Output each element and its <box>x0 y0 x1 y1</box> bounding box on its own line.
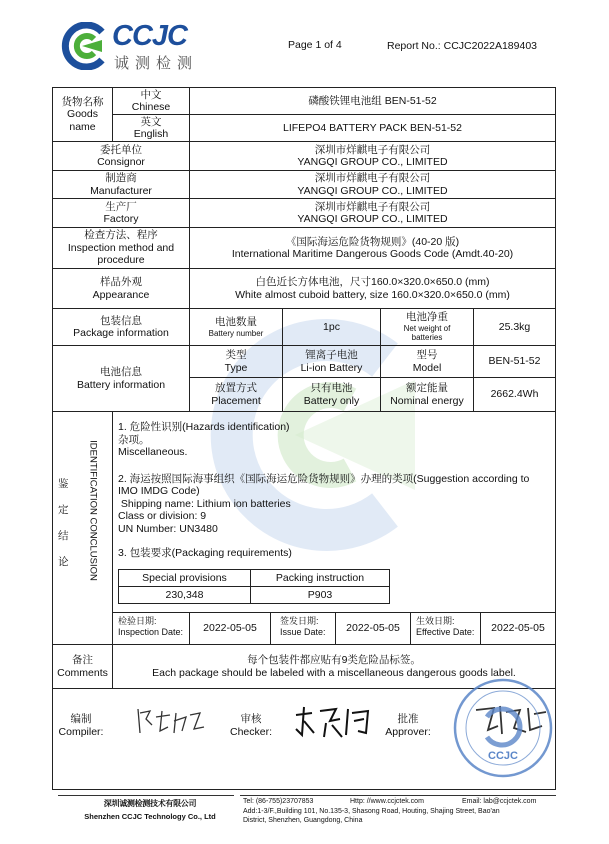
goods-chinese-value: 磷酸铁锂电池组 BEN-51-52 <box>308 94 437 107</box>
placement-label: 放置方式 Placement <box>211 382 261 407</box>
footer-address: Add:1-3/F.,Building 101, No.135-3, Shasong Road, Houting, Shajing Street, Bao'an District, Shenzhen, Guangdong, China <box>243 808 500 824</box>
company-stamp <box>452 677 554 779</box>
conclusion-side-en: IDENTIFICATION CONCLUSION <box>87 440 99 581</box>
hazard-heading: 1. 危险性识别(Hazards identification) <box>118 421 290 433</box>
svg-text:CCJC: CCJC <box>488 750 518 762</box>
battery-number-value: 1pc <box>323 320 340 333</box>
inspection-date-label: 检验日期: Inspection Date: <box>118 616 184 637</box>
net-weight-value: 25.3kg <box>498 320 531 333</box>
page-number: Page 1 of 4 <box>288 39 342 51</box>
conclusion-body <box>118 421 550 560</box>
effective-date-value: 2022-05-05 <box>491 622 545 635</box>
type-value: 锂离子电池 Li-ion Battery <box>300 349 363 374</box>
checker-label: 审核 Checker: <box>229 713 272 738</box>
special-provisions-value: 230,348 <box>165 588 204 601</box>
goods-english-value: LIFEPO4 BATTERY PACK BEN-51-52 <box>283 121 462 134</box>
comments-label: 备注 Comments <box>57 654 108 679</box>
factory-value: 深圳市烊麒电子有限公司 YANGQI GROUP CO., LIMITED <box>297 200 448 225</box>
effective-date-label: 生效日期: Effective Date: <box>416 616 475 637</box>
issue-date-label: 签发日期: Issue Date: <box>280 616 326 637</box>
compiler-signature <box>130 703 210 739</box>
inspection-value: 《国际海运危险货物规则》(40-20 版) International Maritime Dangerous Goods Code (Amdt.40-20) <box>231 235 514 260</box>
suggestion-heading-2: IMO IMDG Code) <box>118 485 200 497</box>
logo-letters: CCJC <box>112 20 187 52</box>
footer-company-en: Shenzhen CCJC Technology Co., Ltd <box>84 812 216 821</box>
model-value: BEN-51-52 <box>488 355 541 368</box>
inspection-label: 检查方法、程序 Inspection method and procedure <box>67 229 175 267</box>
type-label: 类型 Type <box>224 349 248 374</box>
comments-value: 每个包装件都应贴有9类危险品标签。 Each package should be labeled with a miscellaneous dangerous goods label. <box>152 654 516 679</box>
energy-label: 额定能量 Nominal energy <box>390 382 464 407</box>
english-label: 英文 English <box>133 115 169 140</box>
consignor-value: 深圳市烊麒电子有限公司 YANGQI GROUP CO., LIMITED <box>297 143 448 168</box>
factory-label: 生产厂 Factory <box>103 200 139 225</box>
hazard-en: Miscellaneous. <box>118 446 188 458</box>
packing-instruction-value: P903 <box>307 588 333 601</box>
package-label: 包装信息 Package information <box>73 314 169 339</box>
energy-value: 2662.4Wh <box>490 388 539 401</box>
appearance-value: 白色近长方体电池，尺寸160.0×320.0×650.0 (mm) White almost cuboid battery, size 160.0×320.0×650.0 (mm) <box>235 276 510 301</box>
shipping-name: Shipping name: Lithium ion batteries <box>118 497 291 510</box>
chinese-label: 中文 Chinese <box>131 88 171 113</box>
un-number: UN Number: UN3480 <box>118 522 218 535</box>
class-division: Class or division: 9 <box>118 510 207 522</box>
consignor-label: 委托单位 Consignor <box>97 143 145 168</box>
compiler-label: 编制 Compiler: <box>58 713 104 738</box>
issue-date-value: 2022-05-05 <box>346 622 400 635</box>
battery-number-label: 电池数量 Battery number <box>208 316 264 338</box>
packing-instruction-header: Packing instruction <box>275 571 365 584</box>
packaging-heading: 3. 包装要求(Packaging requirements) <box>118 547 292 559</box>
battery-info-label: 电池信息 Battery information <box>76 366 166 391</box>
approver-label: 批准 Approver: <box>385 713 431 738</box>
logo-chinese: 诚测检测 <box>114 55 199 72</box>
goods-label: 货物名称 Goods name <box>61 95 104 133</box>
suggestion-heading-1: 2. 海运按照国际海事组织《国际海运危险货物规则》办理的类项(Suggestion according to <box>118 472 530 485</box>
checker-signature <box>290 703 380 741</box>
inspection-date-value: 2022-05-05 <box>203 622 257 635</box>
footer-email[interactable]: Email: lab@ccjctek.com <box>462 798 537 805</box>
logo-icon <box>58 22 110 70</box>
model-label: 型号 Model <box>412 349 442 374</box>
net-weight-label: 电池净重 Net weight of batteries <box>403 311 451 343</box>
manufacturer-label: 制造商 Manufacturer <box>90 172 152 197</box>
report-number: Report No.: CCJC2022A189403 <box>387 40 538 52</box>
conclusion-side-cn: 鉴 定 结 论 <box>58 478 69 568</box>
footer-company-cn: 深圳诚测检测技术有限公司 <box>103 799 197 808</box>
manufacturer-value: 深圳市烊麒电子有限公司 YANGQI GROUP CO., LIMITED <box>297 172 448 197</box>
footer-tel: Tel: (86-755)23707853 <box>243 798 314 805</box>
special-provisions-header: Special provisions <box>142 571 227 584</box>
hazard-cn: 杂项。 <box>118 433 150 446</box>
placement-value: 只有电池 Battery only <box>303 382 360 407</box>
footer-http[interactable]: Http: //www.ccjctek.com <box>350 798 424 805</box>
appearance-label: 样品外观 Appearance <box>92 276 150 301</box>
